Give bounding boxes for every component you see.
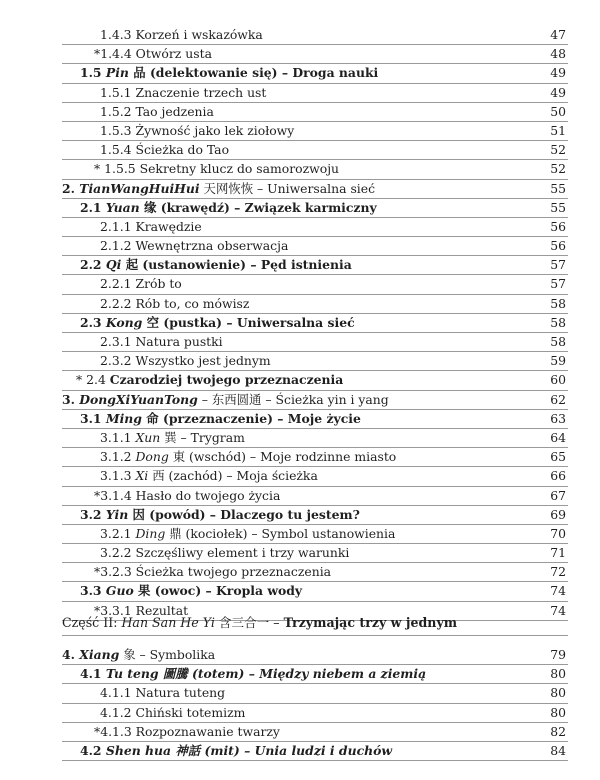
toc-entry[interactable]: 4.1 Tu teng 圖騰 (totem) – Między niebem a ziemią 80 [62,665,568,684]
toc-entry[interactable]: 3.1.3 Xi 西 (zachód) – Moja ścieżka 66 [62,467,568,486]
page-number: 74 [550,583,566,599]
page-number: 60 [550,372,566,388]
toc-entry[interactable]: 4.1.1 Natura tuteng 80 [62,684,568,703]
page-number: 67 [550,487,566,503]
toc-entry[interactable]: *3.2.3 Ścieżka twojego przeznaczenia 72 [62,563,568,582]
toc-entry[interactable]: 2.2.1 Zrób to 57 [62,275,568,294]
page-number: 82 [550,723,566,739]
page-number: 49 [550,65,566,81]
page-number: 63 [550,410,566,426]
page-number: 56 [550,238,566,254]
toc-entry[interactable]: 2.3.2 Wszystko jest jednym 59 [62,352,568,371]
toc-entry[interactable]: 2.3.1 Natura pustki 58 [62,333,568,352]
page-number: 62 [550,391,566,407]
page-number: 80 [550,685,566,701]
page-number: 57 [550,276,566,292]
page-number: 52 [550,161,566,177]
page-number: 55 [550,199,566,215]
toc-entry[interactable]: 2.2.2 Rób to, co mówisz 58 [62,295,568,314]
toc-entry[interactable]: 2.3 Kong 空 (pustka) – Uniwersalna sieć 58 [62,314,568,333]
toc-entry[interactable]: 2.1.1 Krawędzie 56 [62,218,568,237]
toc-entry[interactable]: 1.5.1 Znaczenie trzech ust 49 [62,84,568,103]
toc-entry[interactable]: 3.1.2 Dong 東 (wschód) – Moje rodzinne miasto 65 [62,448,568,467]
page-number: 65 [550,449,566,465]
page-number: 72 [550,564,566,580]
page-number: 84 [550,742,566,758]
toc-entry[interactable]: 4.1.2 Chiński totemizm 80 [62,704,568,723]
toc-entry[interactable]: 4. Xiang 象 – Symbolika 79 [62,646,568,665]
page-number: 79 [550,647,566,662]
page-number: 47 [550,27,566,42]
page-number: 80 [550,666,566,682]
page-number: 66 [550,468,566,484]
toc-entry[interactable]: 2. TianWangHuiHui 天网恢恢 – Uniwersalna sieć 55 [62,180,568,199]
page-number: 69 [550,506,566,522]
page-number: 74 [550,602,566,618]
page-number: 50 [550,103,566,119]
page-number: 64 [550,429,566,445]
page-number: 71 [550,545,566,561]
page-number: 55 [550,180,566,196]
toc-entry[interactable]: * 2.4 Czarodziej twojego przeznaczenia 60 [62,371,568,390]
page-number: 70 [550,525,566,541]
toc-entry[interactable]: 2.1.2 Wewnętrzna obserwacja 56 [62,237,568,256]
toc-entry[interactable]: 3.2.1 Ding 鼎 (kociołek) – Symbol ustanowienia 70 [62,525,568,544]
page-number: 57 [550,257,566,273]
page-number: 58 [550,334,566,349]
toc-entry[interactable]: *3.1.4 Hasło do twojego życia 67 [62,487,568,506]
page-number: 58 [550,295,566,311]
toc-list-top [62,26,568,621]
page-number: 80 [550,704,566,720]
page-number: 52 [550,142,566,158]
part-heading[interactable]: Część II: Han San He Yi 含三合一 – Trzymając trzy w jednym [62,611,568,636]
toc-entry[interactable]: 3.3 Guo 果 (owoc) – Kropla wody 74 [62,582,568,601]
toc-list-bottom [62,646,568,761]
page-number: 49 [550,84,566,100]
toc-entry[interactable]: *4.1.3 Rozpoznawanie twarzy 82 [62,723,568,742]
toc-entry[interactable]: 3.1 Ming 命 (przeznaczenie) – Moje życie 63 [62,410,568,429]
page-number: 58 [550,314,566,330]
page-number: 51 [550,122,566,138]
toc-entry[interactable]: 4.2 Shen hua 神話 (mit) – Unia ludzi i duchów 84 [62,742,568,761]
toc-entry[interactable]: 1.5.3 Żywność jako lek ziołowy 51 [62,122,568,141]
toc-entry[interactable]: 1.4.3 Korzeń i wskazówka 47 [62,26,568,45]
toc-entry[interactable]: *3.3.1 Rezultat 74 [62,602,568,621]
page-number: 59 [550,353,566,369]
toc-entry[interactable]: 1.5 Pin 品 (delektowanie się) – Droga nauki 49 [62,64,568,83]
toc-entry[interactable]: 2.1 Yuan 缘 (krawędź) – Związek karmiczny 55 [62,199,568,218]
toc-entry[interactable]: 3.1.1 Xun 巽 – Trygram 64 [62,429,568,448]
toc-entry[interactable]: *1.4.4 Otwórz usta 48 [62,45,568,64]
toc-entry[interactable]: 1.5.4 Ścieżka do Tao 52 [62,141,568,160]
page-number: 56 [550,218,566,234]
page-number: 48 [550,46,566,62]
toc-entry[interactable]: 3. DongXiYuanTong – 东西圆通 – Ścieżka yin i yang 62 [62,391,568,410]
toc-entry[interactable]: 3.2 Yin 因 (powód) – Dlaczego tu jestem? 69 [62,506,568,525]
toc-entry[interactable]: * 1.5.5 Sekretny klucz do samorozwoju 52 [62,160,568,179]
toc-entry[interactable]: 2.2 Qi 起 (ustanowienie) – Pęd istnienia 57 [62,256,568,275]
toc-entry[interactable]: 1.5.2 Tao jedzenia 50 [62,103,568,122]
toc-entry[interactable]: 3.2.2 Szczęśliwy element i trzy warunki 71 [62,544,568,563]
